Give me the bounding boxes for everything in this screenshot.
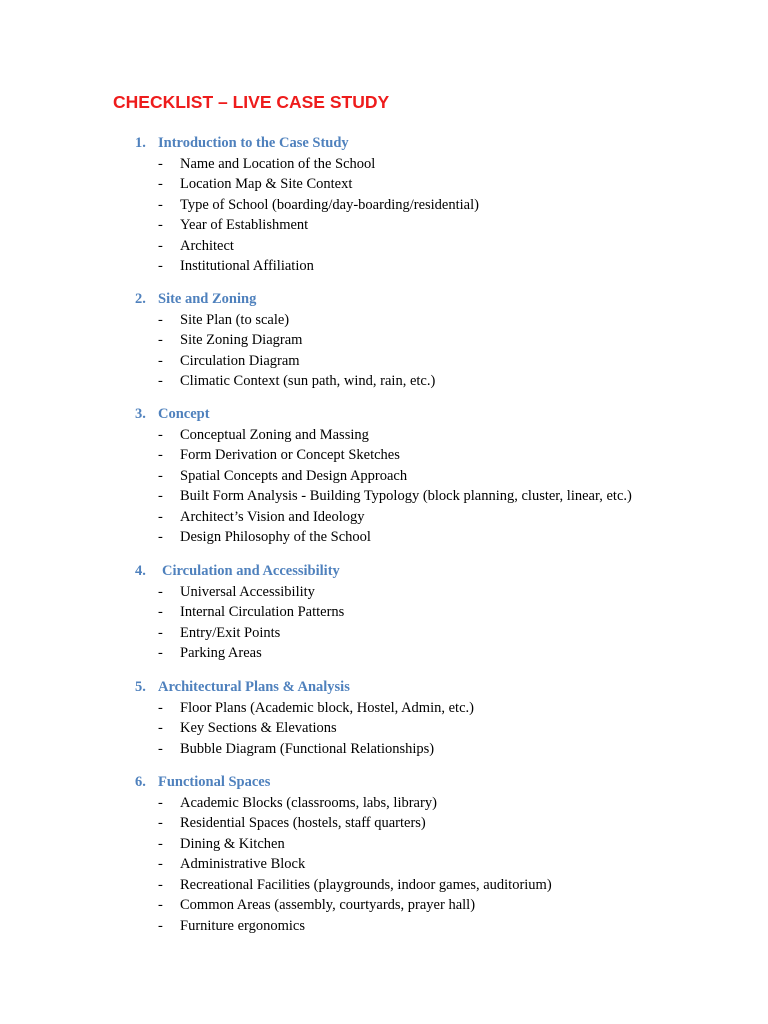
bullet-dash: -	[158, 897, 163, 914]
section-heading	[135, 289, 256, 309]
list-item-text: Floor Plans (Academic block, Hostel, Admin, etc.)	[180, 699, 474, 716]
bullet-dash: -	[158, 352, 163, 369]
list-item-text: Form Derivation or Concept Sketches	[180, 447, 400, 464]
list-item-text: Key Sections & Elevations	[180, 720, 337, 737]
list-item-text: Universal Accessibility	[180, 583, 315, 600]
bullet-dash: -	[158, 583, 163, 600]
list-item-text: Type of School (boarding/day-boarding/residential)	[180, 196, 479, 213]
list-item-text: Circulation Diagram	[180, 352, 300, 369]
list-item-text: Entry/Exit Points	[180, 624, 281, 641]
section-title: Introduction to the Case Study	[158, 135, 349, 151]
bullet-dash: -	[158, 426, 163, 443]
list-item-text: Bubble Diagram (Functional Relationships)	[180, 740, 435, 757]
bullet-dash: -	[158, 467, 163, 484]
bullet-dash: -	[158, 699, 163, 716]
section-number: 6.	[135, 774, 146, 790]
list-item-text: Climatic Context (sun path, wind, rain, etc.)	[180, 373, 436, 390]
section-title: Concept	[158, 406, 210, 422]
list-item-text: Architect	[180, 237, 234, 254]
section-number: 3.	[135, 406, 146, 422]
list-item-text: Common Areas (assembly, courtyards, prayer hall)	[180, 897, 476, 914]
section-heading	[135, 404, 210, 424]
list-item-text: Academic Blocks (classrooms, labs, library)	[180, 794, 437, 811]
list-item-text: Furniture ergonomics	[180, 918, 305, 935]
section-heading	[135, 561, 340, 581]
section-number: 4.	[135, 563, 146, 579]
section-heading	[135, 133, 349, 153]
bullet-dash: -	[158, 835, 163, 852]
list-item-text: Institutional Affiliation	[180, 258, 314, 275]
list-item-text: Year of Establishment	[180, 217, 309, 234]
list-item-text: Dining & Kitchen	[180, 835, 285, 852]
bullet-dash: -	[158, 604, 163, 621]
bullet-dash: -	[158, 508, 163, 525]
bullet-dash: -	[158, 918, 163, 935]
bullet-dash: -	[158, 876, 163, 893]
bullet-dash: -	[158, 196, 163, 213]
list-item-text: Residential Spaces (hostels, staff quarters)	[180, 815, 426, 832]
bullet-dash: -	[158, 373, 163, 390]
list-item-text: Parking Areas	[180, 645, 262, 662]
list-item-text: Name and Location of the School	[180, 155, 376, 172]
section-number: 2.	[135, 291, 146, 307]
list-item-text: Design Philosophy of the School	[180, 529, 371, 546]
section-heading	[135, 677, 350, 697]
bullet-dash: -	[158, 332, 163, 349]
bullet-dash: -	[158, 645, 163, 662]
section-title: Architectural Plans & Analysis	[158, 679, 350, 695]
bullet-dash: -	[158, 856, 163, 873]
section-title: Circulation and Accessibility	[162, 563, 340, 579]
bullet-dash: -	[158, 217, 163, 234]
section-title: Site and Zoning	[158, 291, 257, 307]
bullet-dash: -	[158, 815, 163, 832]
bullet-dash: -	[158, 176, 163, 193]
bullet-dash: -	[158, 258, 163, 275]
section-number: 5.	[135, 679, 146, 695]
list-item-text: Location Map & Site Context	[180, 176, 353, 193]
bullet-dash: -	[158, 447, 163, 464]
list-item-text: Site Zoning Diagram	[180, 332, 303, 349]
bullet-dash: -	[158, 624, 163, 641]
list-item-text: Built Form Analysis - Building Typology (block planning, cluster, linear, etc.)	[180, 488, 632, 505]
document-title: CHECKLIST – LIVE CASE STUDY	[113, 92, 390, 112]
list-item-text: Internal Circulation Patterns	[180, 604, 345, 621]
bullet-dash: -	[158, 794, 163, 811]
section-title: Functional Spaces	[158, 774, 271, 790]
bullet-dash: -	[158, 155, 163, 172]
bullet-dash: -	[158, 720, 163, 737]
list-item-text: Conceptual Zoning and Massing	[180, 426, 369, 443]
bullet-dash: -	[158, 740, 163, 757]
list-item-text: Site Plan (to scale)	[180, 311, 290, 328]
list-item-text: Recreational Facilities (playgrounds, indoor games, auditorium)	[180, 876, 552, 893]
bullet-dash: -	[158, 488, 163, 505]
section-number: 1.	[135, 135, 146, 151]
section-heading	[135, 772, 270, 792]
list-item-text: Architect’s Vision and Ideology	[180, 508, 365, 525]
bullet-dash: -	[158, 311, 163, 328]
list-item-text: Administrative Block	[180, 856, 306, 873]
list-item-text: Spatial Concepts and Design Approach	[180, 467, 408, 484]
bullet-dash: -	[158, 529, 163, 546]
bullet-dash: -	[158, 237, 163, 254]
